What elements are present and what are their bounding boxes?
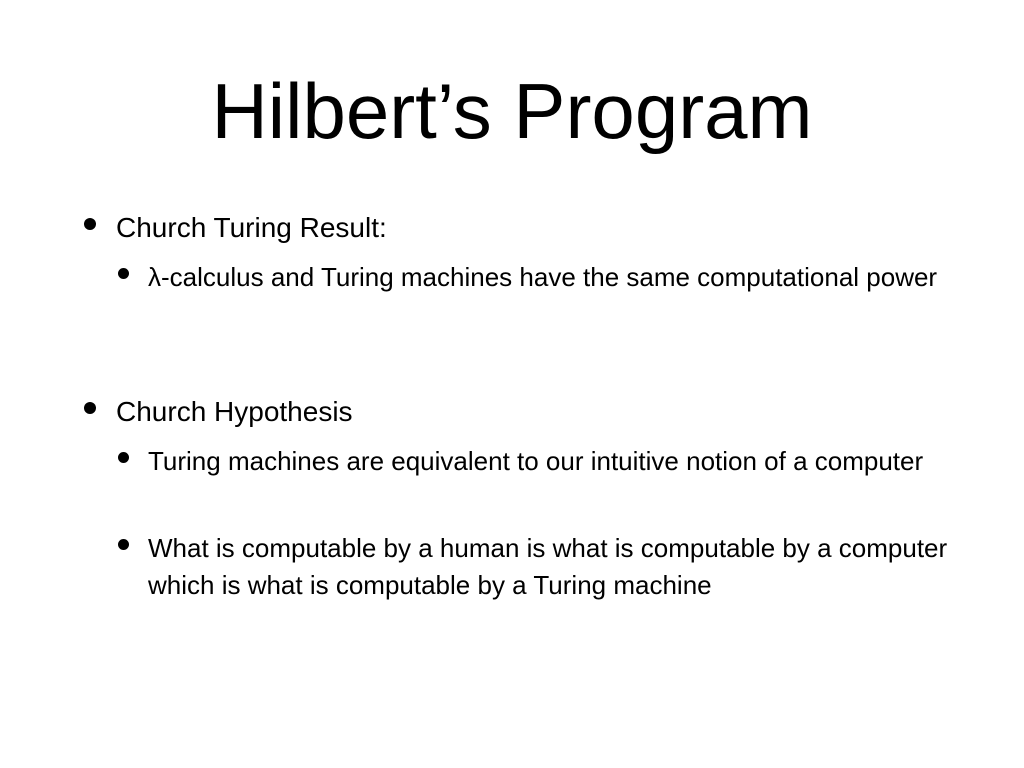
sub-bullet-icon: [118, 452, 129, 463]
bullet-point-church-hypothesis: Church Hypothesis: [116, 396, 353, 427]
bullet-icon: [84, 218, 96, 230]
sub-bullet-lambda-calculus: λ-calculus and Turing machines have the same computational power: [148, 262, 938, 292]
sub-bullet-turing-equivalent: Turing machines are equivalent to our intuitive notion of a computer: [148, 446, 924, 476]
bullet-point-church-turing-result: Church Turing Result:: [116, 212, 387, 243]
slide-title: Hilbert’s Program: [211, 67, 813, 155]
bullet-icon: [84, 402, 96, 414]
sub-bullet-computable-by-human: What is computable by a human is what is computable by a computer which is what is computable by a Turing machine: [148, 533, 948, 600]
sub-bullet-icon: [118, 539, 129, 550]
sub-bullet-icon: [118, 268, 129, 279]
